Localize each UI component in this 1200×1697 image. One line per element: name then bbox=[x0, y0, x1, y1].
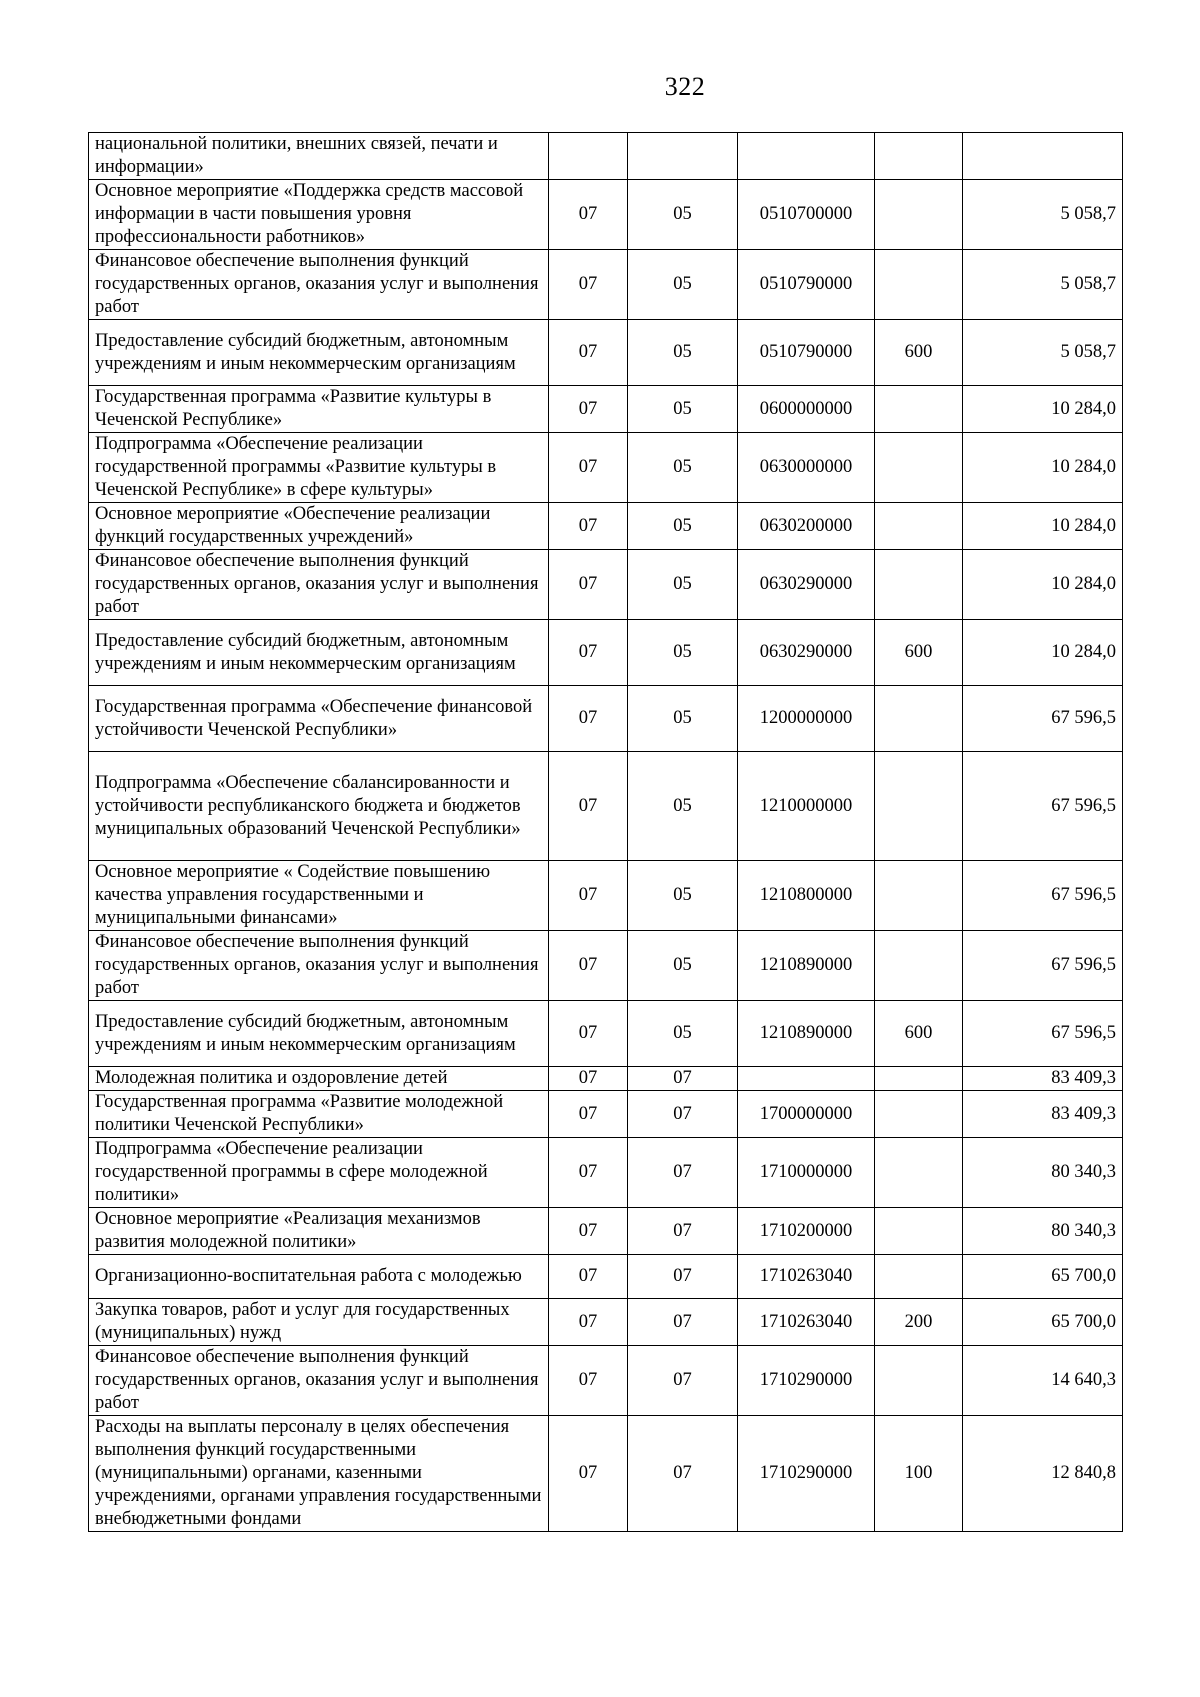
row-expense-type: 600 bbox=[875, 620, 963, 686]
row-subsection-code: 05 bbox=[628, 250, 738, 320]
row-amount: 12 840,8 bbox=[963, 1416, 1123, 1532]
row-expense-type bbox=[875, 752, 963, 861]
row-name: Основное мероприятие «Обеспечение реализации функций государственных учреждений» bbox=[89, 503, 549, 550]
budget-table-body bbox=[89, 133, 1123, 1532]
row-name: Предоставление субсидий бюджетным, автономным учреждениям и иным некоммерческим организациям bbox=[89, 1001, 549, 1067]
row-subsection-code: 05 bbox=[628, 550, 738, 620]
row-expense-type bbox=[875, 550, 963, 620]
row-expense-type: 600 bbox=[875, 320, 963, 386]
row-section-code: 07 bbox=[549, 180, 628, 250]
row-target-article: 1700000000 bbox=[738, 1091, 875, 1138]
row-subsection-code: 07 bbox=[628, 1299, 738, 1346]
table-row bbox=[89, 386, 1123, 433]
row-expense-type bbox=[875, 1255, 963, 1299]
row-expense-type: 200 bbox=[875, 1299, 963, 1346]
row-expense-type bbox=[875, 433, 963, 503]
row-subsection-code: 05 bbox=[628, 180, 738, 250]
row-name: Подпрограмма «Обеспечение сбалансированности и устойчивости республиканского бюджета и бюджетов муниципальных образований Чеченской Республики» bbox=[89, 752, 549, 861]
budget-table bbox=[88, 132, 1123, 1532]
row-subsection-code: 07 bbox=[628, 1208, 738, 1255]
row-target-article: 1210890000 bbox=[738, 931, 875, 1001]
row-section-code: 07 bbox=[549, 1416, 628, 1532]
row-expense-type: 100 bbox=[875, 1416, 963, 1532]
row-name: Закупка товаров, работ и услуг для государственных (муниципальных) нужд bbox=[89, 1299, 549, 1346]
row-subsection-code: 05 bbox=[628, 503, 738, 550]
row-expense-type bbox=[875, 1346, 963, 1416]
row-target-article: 1710263040 bbox=[738, 1255, 875, 1299]
row-name: Молодежная политика и оздоровление детей bbox=[89, 1067, 549, 1091]
page-number: 322 bbox=[664, 72, 706, 101]
row-target-article: 0630290000 bbox=[738, 550, 875, 620]
table-row bbox=[89, 320, 1123, 386]
row-target-article: 0600000000 bbox=[738, 386, 875, 433]
row-expense-type bbox=[875, 1138, 963, 1208]
row-section-code: 07 bbox=[549, 620, 628, 686]
row-section-code: 07 bbox=[549, 1208, 628, 1255]
row-expense-type bbox=[875, 931, 963, 1001]
row-section-code: 07 bbox=[549, 1138, 628, 1208]
row-subsection-code: 05 bbox=[628, 386, 738, 433]
table-row bbox=[89, 861, 1123, 931]
row-subsection-code: 07 bbox=[628, 1346, 738, 1416]
row-name: Финансовое обеспечение выполнения функций государственных органов, оказания услуг и выполнения работ bbox=[89, 250, 549, 320]
row-amount: 83 409,3 bbox=[963, 1091, 1123, 1138]
row-target-article: 1710290000 bbox=[738, 1416, 875, 1532]
table-row bbox=[89, 931, 1123, 1001]
row-subsection-code: 05 bbox=[628, 752, 738, 861]
row-amount: 14 640,3 bbox=[963, 1346, 1123, 1416]
row-expense-type bbox=[875, 1067, 963, 1091]
row-expense-type bbox=[875, 1208, 963, 1255]
table-row bbox=[89, 1416, 1123, 1532]
row-subsection-code: 05 bbox=[628, 861, 738, 931]
table-row bbox=[89, 1299, 1123, 1346]
table-row bbox=[89, 1067, 1123, 1091]
row-target-article: 1710000000 bbox=[738, 1138, 875, 1208]
row-section-code: 07 bbox=[549, 1299, 628, 1346]
row-section-code: 07 bbox=[549, 386, 628, 433]
row-name: Расходы на выплаты персоналу в целях обеспечения выполнения функций государственными (муниципальными) органами, казенными учреждениями, органами управления государственными внебюджетными фондами bbox=[89, 1416, 549, 1532]
row-subsection-code: 07 bbox=[628, 1416, 738, 1532]
row-target-article bbox=[738, 133, 875, 180]
row-amount: 65 700,0 bbox=[963, 1255, 1123, 1299]
row-amount: 67 596,5 bbox=[963, 1001, 1123, 1067]
row-amount: 65 700,0 bbox=[963, 1299, 1123, 1346]
row-amount: 10 284,0 bbox=[963, 620, 1123, 686]
table-row bbox=[89, 752, 1123, 861]
row-target-article: 1200000000 bbox=[738, 686, 875, 752]
table-row bbox=[89, 1091, 1123, 1138]
row-section-code: 07 bbox=[549, 1255, 628, 1299]
row-amount: 67 596,5 bbox=[963, 752, 1123, 861]
row-subsection-code: 05 bbox=[628, 320, 738, 386]
row-expense-type: 600 bbox=[875, 1001, 963, 1067]
table-row bbox=[89, 1001, 1123, 1067]
row-amount bbox=[963, 133, 1123, 180]
row-amount: 10 284,0 bbox=[963, 433, 1123, 503]
row-name: Предоставление субсидий бюджетным, автономным учреждениям и иным некоммерческим организациям bbox=[89, 620, 549, 686]
row-expense-type bbox=[875, 386, 963, 433]
row-expense-type bbox=[875, 861, 963, 931]
table-row bbox=[89, 620, 1123, 686]
row-target-article: 0630000000 bbox=[738, 433, 875, 503]
row-subsection-code: 05 bbox=[628, 1001, 738, 1067]
row-subsection-code: 07 bbox=[628, 1067, 738, 1091]
row-target-article: 0510700000 bbox=[738, 180, 875, 250]
table-row bbox=[89, 133, 1123, 180]
row-section-code: 07 bbox=[549, 250, 628, 320]
row-section-code: 07 bbox=[549, 752, 628, 861]
row-subsection-code: 05 bbox=[628, 620, 738, 686]
row-amount: 67 596,5 bbox=[963, 861, 1123, 931]
row-amount: 10 284,0 bbox=[963, 386, 1123, 433]
row-name: Финансовое обеспечение выполнения функций государственных органов, оказания услуг и выполнения работ bbox=[89, 550, 549, 620]
row-amount: 5 058,7 bbox=[963, 250, 1123, 320]
row-expense-type bbox=[875, 180, 963, 250]
row-expense-type bbox=[875, 503, 963, 550]
row-amount: 80 340,3 bbox=[963, 1138, 1123, 1208]
row-section-code: 07 bbox=[549, 503, 628, 550]
row-subsection-code: 05 bbox=[628, 931, 738, 1001]
row-name: Финансовое обеспечение выполнения функций государственных органов, оказания услуг и выполнения работ bbox=[89, 1346, 549, 1416]
row-section-code: 07 bbox=[549, 320, 628, 386]
row-name: Государственная программа «Развитие культуры в Чеченской Республике» bbox=[89, 386, 549, 433]
table-row bbox=[89, 250, 1123, 320]
row-name: Основное мероприятие «Реализация механизмов развития молодежной политики» bbox=[89, 1208, 549, 1255]
row-amount: 5 058,7 bbox=[963, 320, 1123, 386]
row-expense-type bbox=[875, 133, 963, 180]
row-target-article: 0510790000 bbox=[738, 250, 875, 320]
row-amount: 80 340,3 bbox=[963, 1208, 1123, 1255]
row-name: Основное мероприятие « Содействие повышению качества управления государственными и муниципальными финансами» bbox=[89, 861, 549, 931]
row-name: Государственная программа «Развитие молодежной политики Чеченской Республики» bbox=[89, 1091, 549, 1138]
row-subsection-code: 05 bbox=[628, 686, 738, 752]
row-amount: 67 596,5 bbox=[963, 931, 1123, 1001]
row-name: Предоставление субсидий бюджетным, автономным учреждениям и иным некоммерческим организациям bbox=[89, 320, 549, 386]
table-row bbox=[89, 686, 1123, 752]
row-amount: 83 409,3 bbox=[963, 1067, 1123, 1091]
row-subsection-code: 07 bbox=[628, 1138, 738, 1208]
table-row bbox=[89, 1138, 1123, 1208]
row-section-code: 07 bbox=[549, 1001, 628, 1067]
row-name: Финансовое обеспечение выполнения функций государственных органов, оказания услуг и выполнения работ bbox=[89, 931, 549, 1001]
table-row bbox=[89, 1208, 1123, 1255]
row-section-code: 07 bbox=[549, 433, 628, 503]
table-row bbox=[89, 503, 1123, 550]
table-row bbox=[89, 433, 1123, 503]
row-section-code: 07 bbox=[549, 1091, 628, 1138]
row-section-code: 07 bbox=[549, 1067, 628, 1091]
row-amount: 10 284,0 bbox=[963, 503, 1123, 550]
row-target-article: 1210890000 bbox=[738, 1001, 875, 1067]
row-name: Подпрограмма «Обеспечение реализации государственной программы в сфере молодежной политики» bbox=[89, 1138, 549, 1208]
row-target-article: 0630200000 bbox=[738, 503, 875, 550]
row-amount: 67 596,5 bbox=[963, 686, 1123, 752]
row-amount: 5 058,7 bbox=[963, 180, 1123, 250]
table-row bbox=[89, 550, 1123, 620]
row-amount: 10 284,0 bbox=[963, 550, 1123, 620]
row-target-article: 0510790000 bbox=[738, 320, 875, 386]
row-target-article: 1710263040 bbox=[738, 1299, 875, 1346]
row-section-code bbox=[549, 133, 628, 180]
row-name: национальной политики, внешних связей, печати и информации» bbox=[89, 133, 549, 180]
row-expense-type bbox=[875, 1091, 963, 1138]
row-name: Организационно-воспитательная работа с молодежью bbox=[89, 1255, 549, 1299]
row-expense-type bbox=[875, 686, 963, 752]
row-expense-type bbox=[875, 250, 963, 320]
row-subsection-code: 05 bbox=[628, 433, 738, 503]
row-target-article: 1710200000 bbox=[738, 1208, 875, 1255]
row-target-article: 1710290000 bbox=[738, 1346, 875, 1416]
row-target-article: 1210800000 bbox=[738, 861, 875, 931]
row-section-code: 07 bbox=[549, 1346, 628, 1416]
row-name: Подпрограмма «Обеспечение реализации государственной программы «Развитие культуры в Чеченской Республике» в сфере культуры» bbox=[89, 433, 549, 503]
row-target-article: 0630290000 bbox=[738, 620, 875, 686]
row-section-code: 07 bbox=[549, 686, 628, 752]
row-section-code: 07 bbox=[549, 931, 628, 1001]
row-target-article: 1210000000 bbox=[738, 752, 875, 861]
row-subsection-code: 07 bbox=[628, 1255, 738, 1299]
row-subsection-code bbox=[628, 133, 738, 180]
table-row bbox=[89, 1346, 1123, 1416]
row-subsection-code: 07 bbox=[628, 1091, 738, 1138]
row-name: Основное мероприятие «Поддержка средств массовой информации в части повышения уровня профессиональности работников» bbox=[89, 180, 549, 250]
row-section-code: 07 bbox=[549, 861, 628, 931]
table-row bbox=[89, 1255, 1123, 1299]
table-row bbox=[89, 180, 1123, 250]
row-section-code: 07 bbox=[549, 550, 628, 620]
row-target-article bbox=[738, 1067, 875, 1091]
row-name: Государственная программа «Обеспечение финансовой устойчивости Чеченской Республики» bbox=[89, 686, 549, 752]
